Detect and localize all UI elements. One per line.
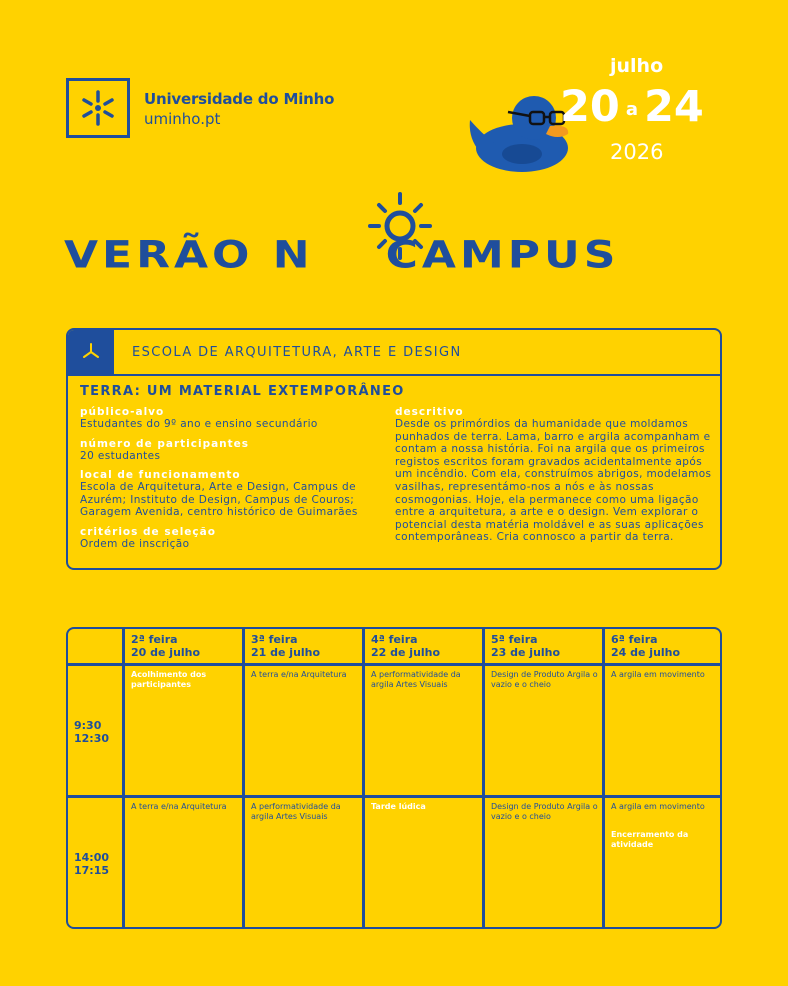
day-header xyxy=(491,633,560,659)
day-date: 20 de julho xyxy=(131,646,201,659)
university-block xyxy=(144,90,334,128)
selection-value: Ordem de inscrição xyxy=(80,537,190,550)
university-url[interactable]: uminho.pt xyxy=(144,110,221,128)
day-name: 3ª feira xyxy=(251,633,298,646)
event-title-right: CAMPUS xyxy=(385,233,620,277)
participants-value: 20 estudantes xyxy=(80,449,161,462)
school-mark-icon xyxy=(68,329,114,375)
duck-mascot-icon xyxy=(462,90,574,176)
day-name: 6ª feira xyxy=(611,633,658,646)
day-date: 24 de julho xyxy=(611,646,681,659)
schedule-cell: Tarde lúdica xyxy=(371,802,426,811)
schedule-cell: Design de Produto Argila o vazio e o cheio xyxy=(491,670,598,689)
day-header xyxy=(611,633,680,659)
date-separator: a xyxy=(625,99,638,120)
day-date: 21 de julho xyxy=(251,646,321,659)
uminho-sun-icon xyxy=(78,88,118,128)
location-label: local de funcionamento xyxy=(80,469,241,482)
morning-end: 12:30 xyxy=(74,732,110,745)
morning-start: 9:30 xyxy=(74,719,102,732)
day-header xyxy=(131,633,200,659)
course-details-right xyxy=(395,406,717,544)
audience-value: Estudantes do 9º ano e ensino secundário xyxy=(80,418,318,430)
date-range xyxy=(560,82,704,132)
school-name: ESCOLA DE ARQUITETURA, ARTE E DESIGN xyxy=(132,344,462,360)
schedule-cell: A argila em movimento xyxy=(611,670,705,679)
schedule-cell: Design de Produto Argila o vazio e o cheio xyxy=(491,802,598,821)
course-info-header xyxy=(68,330,720,376)
day-header xyxy=(371,633,440,659)
audience-label: público-alvo xyxy=(80,406,165,418)
participants-label: número de participantes xyxy=(80,437,250,450)
afternoon-start: 14:00 xyxy=(74,851,110,864)
morning-time xyxy=(74,719,109,745)
day-header xyxy=(251,633,320,659)
schedule-cell: A terra e/na Arquitetura xyxy=(251,670,347,679)
university-logo xyxy=(66,78,130,138)
day-name: 2ª feira xyxy=(131,633,178,646)
date-year: 2026 xyxy=(610,140,664,164)
schedule-table xyxy=(66,627,722,929)
schedule-cell: A performatividade da argila Artes Visuais xyxy=(371,670,461,689)
event-title xyxy=(64,226,619,277)
location-value: Escola de Arquitetura, Arte e Design, Campus de Azurém; Instituto de Design, Campus de Couros; Garagem Avenida, centro histórico de Guimarães xyxy=(80,481,358,519)
afternoon-end: 17:15 xyxy=(74,864,110,877)
schedule-cell: Acolhimento dos participantes xyxy=(131,670,207,689)
day-date: 23 de julho xyxy=(491,646,561,659)
afternoon-time xyxy=(74,851,109,877)
date-month: julho xyxy=(610,55,664,77)
day-name: 4ª feira xyxy=(371,633,418,646)
schedule-cell: A terra e/na Arquitetura xyxy=(131,802,227,811)
date-end: 24 xyxy=(644,82,704,132)
date-start: 20 xyxy=(560,82,620,132)
university-name: Universidade do Minho xyxy=(144,90,335,108)
schedule-cell: A argila em movimento xyxy=(611,802,705,811)
selection-label: critérios de seleção xyxy=(80,525,216,538)
day-name: 5ª feira xyxy=(491,633,538,646)
description-value: Desde os primórdios da humanidade que moldamos punhados de terra. Lama, barro e argila acompanham e contam a nossa história. Foi na argila que os primeiros registos escritos foram gravados acidentalmente após um incêndio. Com ela, construímos abrigos, modelamos vasilhas, representámo-nos a nós e às nossas cosmogonias. Hoje, ela permanece como uma ligação entre a arquitetura, a arte e o design. Vem explorar o potencial desta matéria moldável e as suas aplicações contemporâneas. Cria connosco a partir da terra. xyxy=(395,418,712,544)
course-details-left xyxy=(80,406,380,558)
event-title-left: VERÃO N xyxy=(64,233,314,277)
course-info-panel xyxy=(66,328,722,570)
description-label: descritivo xyxy=(395,406,464,418)
course-title: TERRA: UM MATERIAL EXTEMPORÂNEO xyxy=(80,384,405,399)
closing-note: Encerramento da atividade xyxy=(611,830,689,849)
schedule-cell: A performatividade da argila Artes Visuais xyxy=(251,802,341,821)
day-date: 22 de julho xyxy=(371,646,441,659)
